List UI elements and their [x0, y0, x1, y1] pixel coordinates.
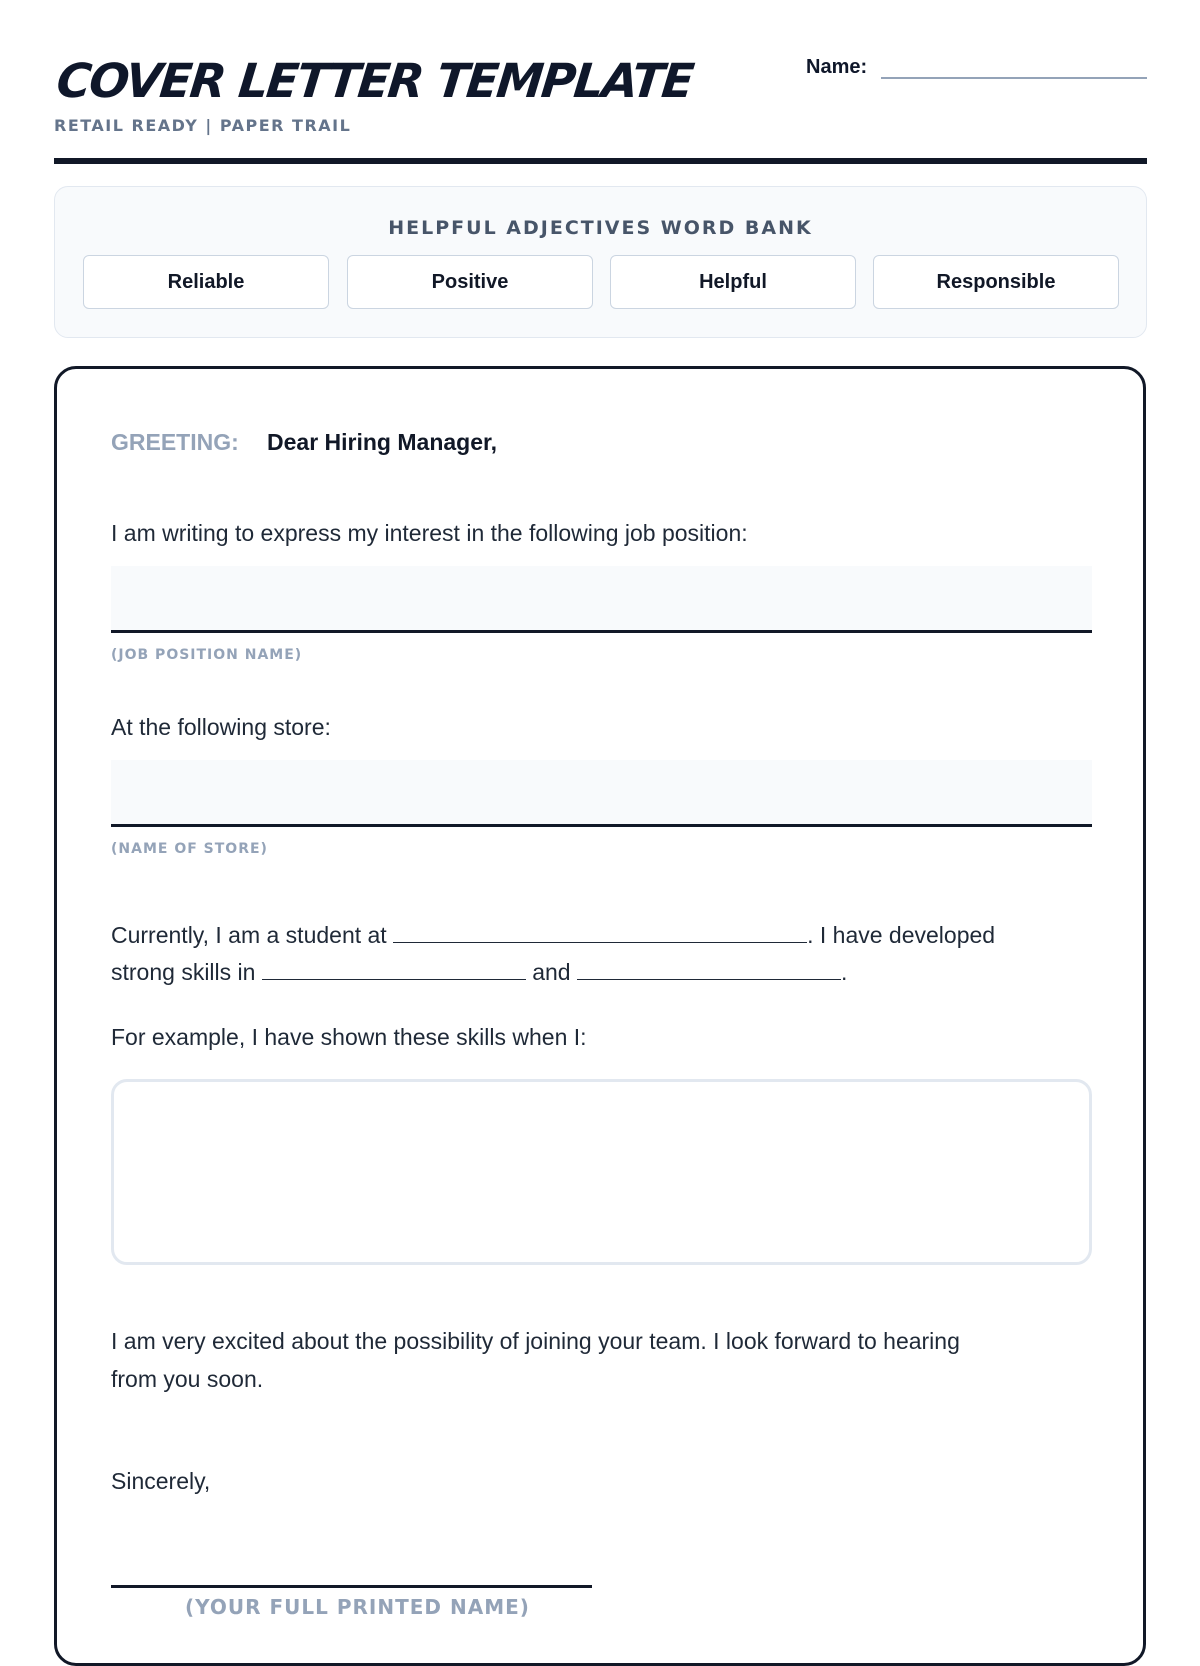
skill-one-blank[interactable]	[262, 957, 526, 980]
skill-two-blank[interactable]	[577, 957, 841, 980]
skills-prefix: strong skills in	[111, 959, 256, 985]
page-subtitle: RETAIL READY | PAPER TRAIL	[54, 116, 352, 135]
student-prefix: Currently, I am a student at	[111, 922, 387, 948]
closing-line-2: from you soon.	[111, 1366, 264, 1392]
store-name-field[interactable]	[111, 760, 1092, 827]
job-position-caption: (JOB POSITION NAME)	[111, 647, 303, 663]
store-name-caption: (NAME OF STORE)	[111, 841, 268, 857]
skills-end: .	[840, 959, 848, 985]
skills-and: and	[532, 959, 571, 985]
page-title: COVER LETTER TEMPLATE	[54, 54, 695, 109]
header	[54, 50, 1147, 164]
word-chip-responsible: Responsible	[873, 255, 1119, 309]
skills-sentence	[111, 954, 847, 991]
word-chip-reliable: Reliable	[83, 255, 329, 309]
word-chip-positive: Positive	[347, 255, 593, 309]
store-intro-text: At the following store:	[111, 714, 331, 740]
letter-card	[54, 366, 1146, 1666]
example-response-box[interactable]	[111, 1079, 1092, 1265]
closing-line-1: I am very excited about the possibility of joining your team. I look forward to hearing	[111, 1328, 960, 1354]
school-blank[interactable]	[393, 920, 807, 943]
signature-line[interactable]	[111, 1585, 592, 1588]
word-bank-title: HELPFUL ADJECTIVES WORD BANK	[388, 217, 813, 239]
greeting-text: Dear Hiring Manager,	[267, 429, 498, 455]
name-field-line[interactable]	[881, 77, 1147, 79]
student-suffix: . I have developed	[807, 922, 996, 948]
intro-text: I am writing to express my interest in the following job position:	[111, 520, 748, 546]
name-label: Name:	[806, 56, 868, 78]
job-position-field[interactable]	[111, 566, 1092, 633]
greeting-label: GREETING:	[111, 429, 239, 455]
example-intro-text: For example, I have shown these skills when I:	[111, 1024, 587, 1050]
word-chip-helpful: Helpful	[610, 255, 856, 309]
signature-caption: (YOUR FULL PRINTED NAME)	[185, 1595, 530, 1619]
student-sentence	[111, 917, 995, 954]
word-bank	[54, 186, 1147, 338]
signoff-text: Sincerely,	[111, 1468, 211, 1494]
